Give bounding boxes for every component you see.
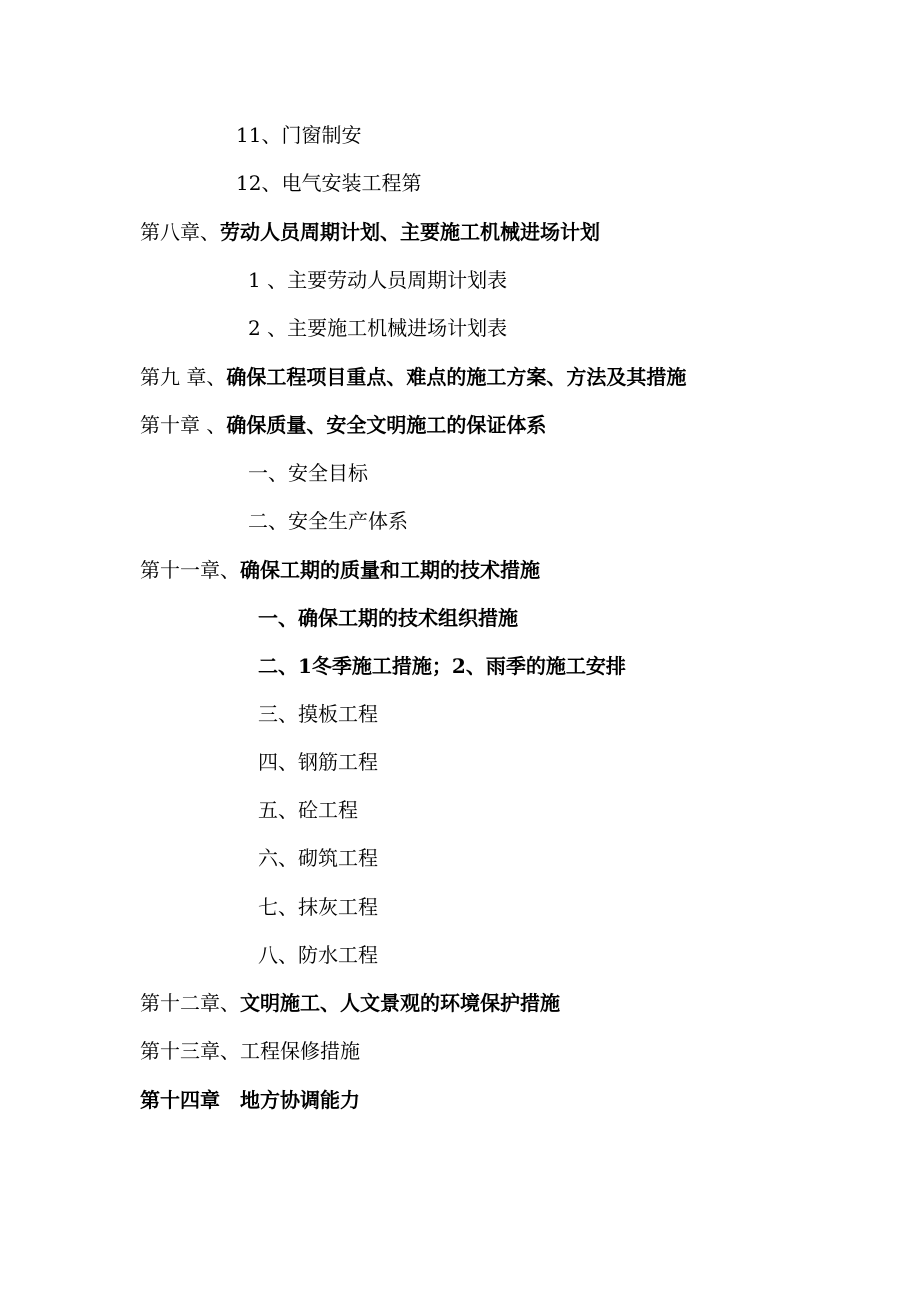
chapter-title: 确保工期的质量和工期的技术措施 [240, 558, 540, 582]
toc-chapter-12 [140, 989, 560, 1017]
chapter-prefix: 第十一章、 [140, 558, 240, 582]
toc-ch11-section-4: 四、钢筋工程 [258, 750, 378, 774]
chapter-title: 确保质量、安全文明施工的保证体系 [226, 413, 547, 437]
toc-chapter-8 [140, 218, 600, 246]
toc-ch11-section-3: 三、摸板工程 [258, 702, 378, 726]
toc-ch8-section-2: 2 、主要施工机械进场计划表 [248, 316, 508, 340]
toc-ch10-section-2: 二、安全生产体系 [248, 509, 408, 533]
toc-ch11-section-6: 六、砌筑工程 [258, 846, 378, 870]
toc-chapter-11 [140, 556, 540, 584]
toc-ch11-section-5: 五、砼工程 [258, 798, 358, 822]
chapter-prefix: 第九 章、 [140, 365, 227, 389]
toc-ch10-section-1: 一、安全目标 [248, 461, 368, 485]
toc-chapter-9 [140, 363, 686, 391]
toc-item-11: 11、门窗制安 [236, 123, 362, 147]
toc-ch11-section-8: 八、防水工程 [258, 943, 378, 967]
chapter-prefix: 第八章、 [140, 220, 220, 244]
toc-ch8-section-1: 1 、主要劳动人员周期计划表 [248, 268, 508, 292]
toc-ch11-section-7: 七、抹灰工程 [258, 895, 378, 919]
chapter-title: 劳动人员周期计划、主要施工机械进场计划 [220, 220, 600, 244]
toc-item-12: 12、电气安装工程第 [236, 171, 422, 195]
toc-ch11-section-1: 一、确保工期的技术组织措施 [258, 606, 518, 630]
chapter-prefix: 第十二章、 [140, 991, 240, 1015]
toc-chapter-10 [140, 411, 546, 439]
chapter-title: 确保工程项目重点、难点的施工方案、方法及其措施 [226, 365, 687, 389]
chapter-prefix: 第十章 、 [140, 413, 227, 437]
toc-chapter-13: 第十三章、工程保修措施 [140, 1039, 360, 1063]
toc-chapter-14: 第十四章 地方协调能力 [140, 1088, 360, 1112]
chapter-title: 文明施工、人文景观的环境保护措施 [240, 991, 560, 1015]
toc-ch11-section-2: 二、1冬季施工措施；2、雨季的施工安排 [258, 654, 626, 678]
